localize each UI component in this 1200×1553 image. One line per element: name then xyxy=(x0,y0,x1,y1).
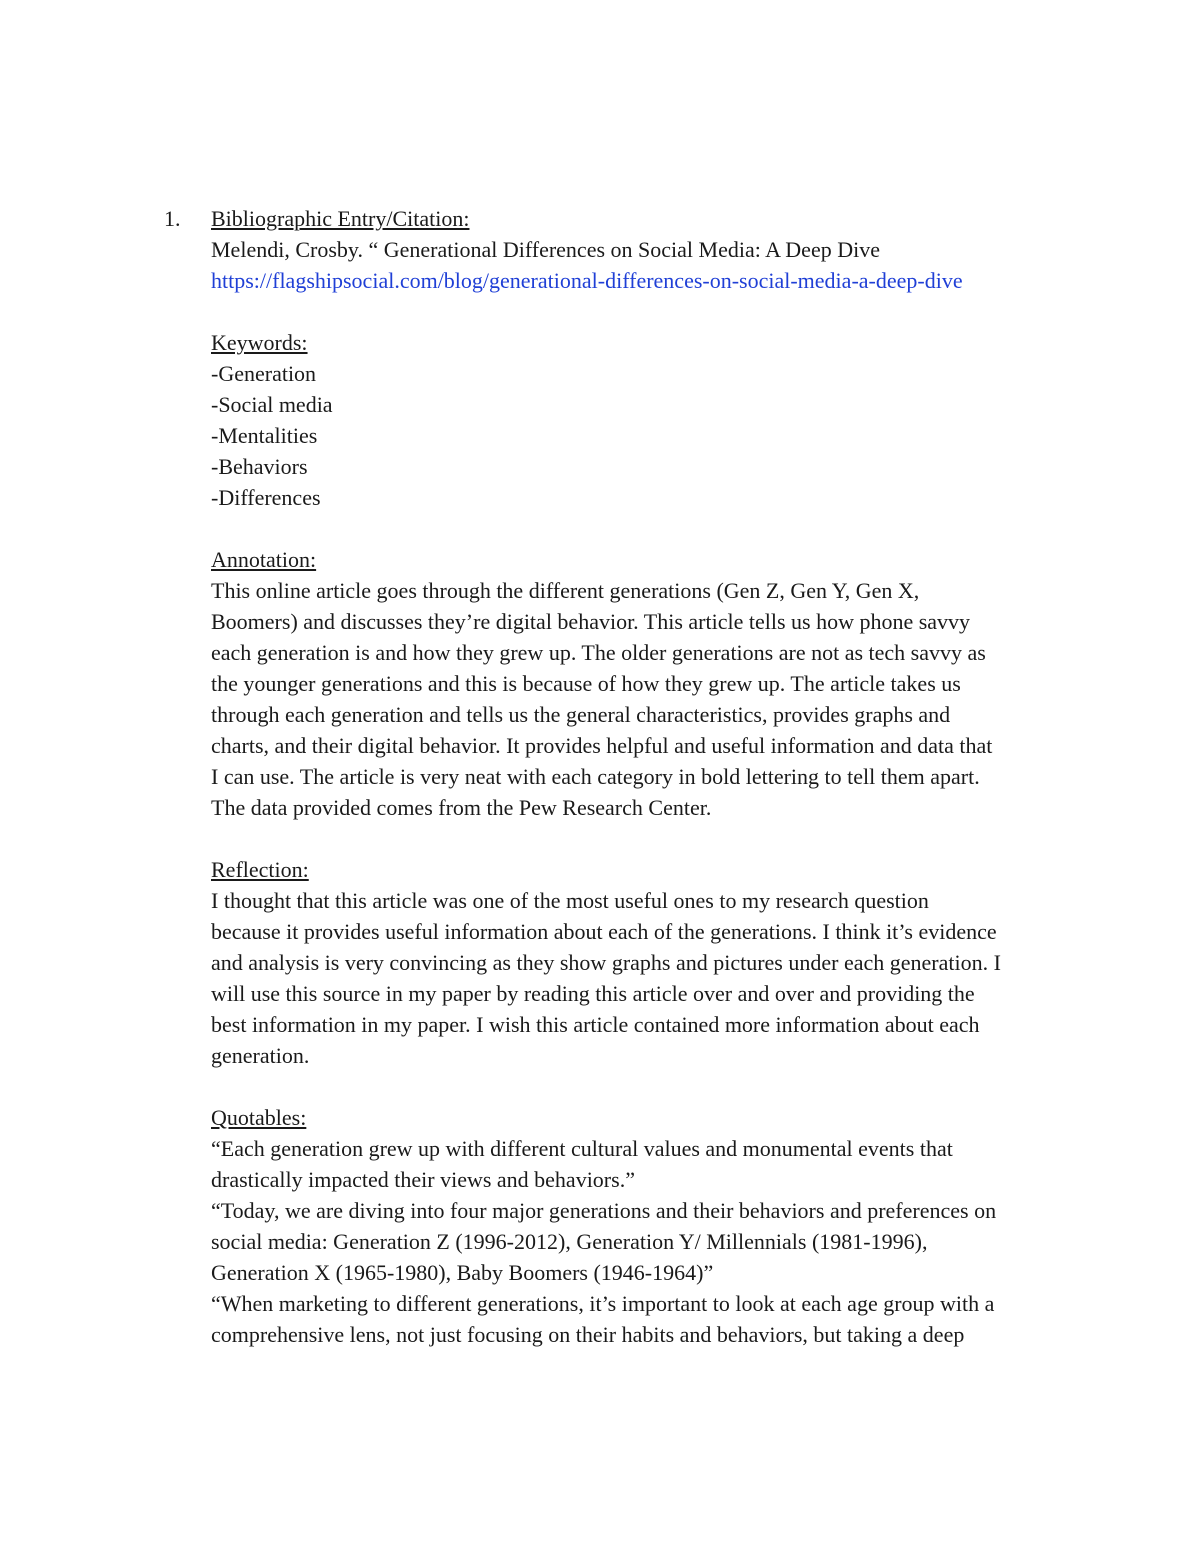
annotation-line: the younger generations and this is because of how they grew up. The article takes us xyxy=(211,671,961,696)
spacer xyxy=(211,513,1091,544)
keyword-item: -Behaviors xyxy=(211,454,308,479)
reflection-body xyxy=(211,885,1091,1071)
annotation-line: charts, and their digital behavior. It provides helpful and useful information and data that xyxy=(211,733,993,758)
quotable-line: drastically impacted their views and behaviors.” xyxy=(211,1167,635,1192)
entry-content xyxy=(211,203,1091,1350)
citation-heading: Bibliographic Entry/Citation: xyxy=(211,206,470,231)
quotable-line: comprehensive lens, not just focusing on their habits and behaviors, but taking a deep xyxy=(211,1322,965,1347)
keyword-item: -Mentalities xyxy=(211,423,318,448)
keywords-heading: Keywords: xyxy=(211,330,308,355)
annotation-line: This online article goes through the different generations (Gen Z, Gen Y, Gen X, xyxy=(211,578,920,603)
annotation-line: Boomers) and discusses they’re digital behavior. This article tells us how phone savvy xyxy=(211,609,971,634)
entry-number: 1. xyxy=(164,206,181,231)
annotation-line: each generation is and how they grew up. The older generations are not as tech savvy as xyxy=(211,640,986,665)
quotables-body xyxy=(211,1133,1091,1350)
spacer xyxy=(211,296,1091,327)
reflection-heading: Reflection: xyxy=(211,857,309,882)
quotable-line: social media: Generation Z (1996-2012), Generation Y/ Millennials (1981-1996), xyxy=(211,1229,928,1254)
quotable-line: “Each generation grew up with different cultural values and monumental events that xyxy=(211,1136,953,1161)
quotables-heading: Quotables: xyxy=(211,1105,307,1130)
spacer xyxy=(211,1071,1091,1102)
reflection-line: because it provides useful information about each of the generations. I think it’s evidence xyxy=(211,919,997,944)
reflection-line: generation. xyxy=(211,1043,310,1068)
keyword-item: -Differences xyxy=(211,485,321,510)
annotation-line: through each generation and tells us the general characteristics, provides graphs and xyxy=(211,702,951,727)
spacer xyxy=(211,823,1091,854)
quotable-line: Generation X (1965-1980), Baby Boomers (1946-1964)” xyxy=(211,1260,714,1285)
keyword-item: -Generation xyxy=(211,361,317,386)
keyword-item: -Social media xyxy=(211,392,333,417)
reflection-line: will use this source in my paper by reading this article over and over and providing the xyxy=(211,981,975,1006)
quotable-line: “When marketing to different generations, it’s important to look at each age group with a xyxy=(211,1291,995,1316)
citation-link[interactable]: https://flagshipsocial.com/blog/generational-differences-on-social-media-a-deep-dive xyxy=(211,268,963,293)
reflection-line: I thought that this article was one of the most useful ones to my research question xyxy=(211,888,929,913)
annotation-line: I can use. The article is very neat with each category in bold lettering to tell them apart. xyxy=(211,764,980,789)
annotation-line: The data provided comes from the Pew Research Center. xyxy=(211,795,712,820)
annotation-heading: Annotation: xyxy=(211,547,317,572)
quotable-line: “Today, we are diving into four major generations and their behaviors and preferences on xyxy=(211,1198,997,1223)
citation-text: Melendi, Crosby. “ Generational Differences on Social Media: A Deep Dive xyxy=(211,237,880,262)
annotation-body xyxy=(211,575,1091,823)
keywords-list xyxy=(211,358,1091,513)
reflection-line: best information in my paper. I wish this article contained more information about each xyxy=(211,1012,980,1037)
reflection-line: and analysis is very convincing as they show graphs and pictures under each generation. I xyxy=(211,950,1001,975)
